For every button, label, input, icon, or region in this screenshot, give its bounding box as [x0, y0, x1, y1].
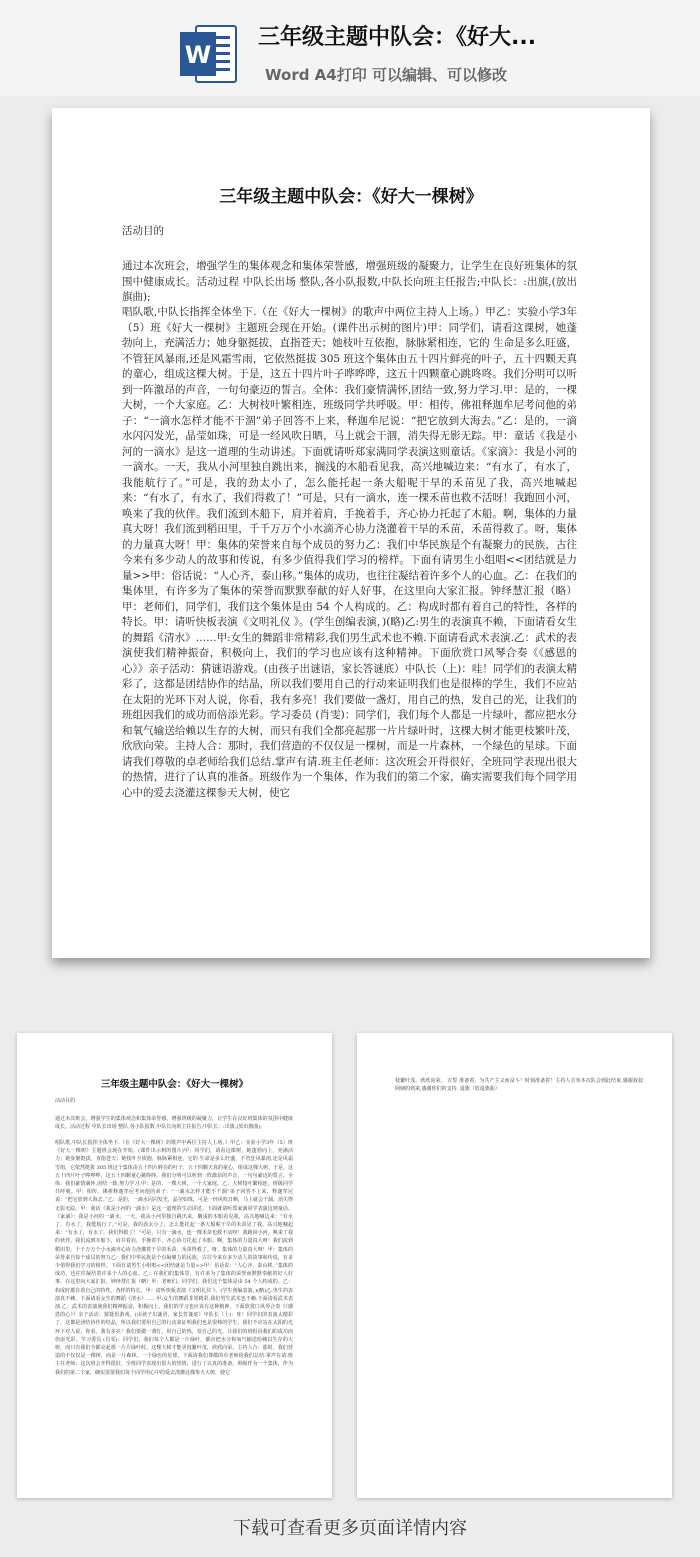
section-heading: 活动目的 [122, 225, 164, 237]
thumbnail-paragraph-process: 唱队歌,中队长指挥全体坐下.（在《好大一棵树》的歌声中两位主持人上场。）甲乙：实验小学3年（5）班《好大一棵树》主题班会现在开始。(课件出示树的图片)甲：同学们，请看这课树，她蓬勃向上，充满活力；她身躯挺拔，直指苍天；她枝叶互依抱，脉脉紧相连，它的 生命是多么旺盛，不管狂风暴雨,还是风霜雪雨，它依然挺拔 305 班这个集体由五十四片鲜亮的叶子，五十四颗天真的童心，组成这棵大树。于是，这五十四片叶子哗哗哗，这五十四颗童心跳咚咚。我们分明可以听到一阵激昂的声音，一句句豪迈的誓言。全体：我们豪情满怀,团结一致,努力学习.甲：是的，一棵大树，一个大家庭。乙：大树枝叶繁相连，班级同学共呼吸。甲：相传，佛祖释迦牟尼考问他的弟子：“一滴水怎样才能不干涸”弟子回答不上来，释迦牟尼说：“把它放到大海去。”乙：是的，一滴水闪闪发光，晶莹如珠，可是一经风吹日晒，马上就会干涸，消失得无影无踪。甲：童话《我是小河的一滴水》是这一道理的生动讲述。下面就请听郑家满同学表演这则童话。《家滴》：我是小河的一滴水。一天，我从小河里独自跳出来，搁浅的木船看见我，高兴地喊边来：“有水了，有水了，我能航行了。”可是，我的劲太小了，怎么能托起一条大船呢干旱的禾苗见了我，高兴地喊起来：“有水了，有水了，我们得救了！”可是，只有一滴水，连一棵禾苗也救不活呀！我跑回小河，唤来了我的伙伴。我们流到木船下，肩并着肩，手挽着手，齐心协力托起了木船。啊，集体的力量真大呀！我们流到稻田里，千千万万个小水滴齐心协力浇灌着干旱的禾苗，禾苗得救了。呀，集体的力量真大呀！甲：集体的荣誉来自每个成员的努力乙：我们中华民族是个有凝聚力的民族，古往今来有多少动人的故事和传说，有多少值得我们学习的榜样。下面有请男生小组唱<<团结就是力量>>甲：俗话说：“人心齐，泰山移。”集体的成功，也往往凝结着许多个人的心血。乙：在我们的集体里，有许多为了集体的荣誉而默默奉献的好人好事，在这里向大家汇报。钟绎慧汇报（略）甲：老师们，同学们，我们这个集体是由 54 个人构成的。乙：构成时都有着自己的特性，各样的特长。甲：请听快板表演《文明礼仪 》。(学生创编表演，)(略)乙:男生的表演真不赖，下面请看女生的舞蹈《清水》……甲:女生的舞蹈非常精彩,我们男生武术也不赖.下面请看武术表演.乙：武术的表演使我们精神振奋，积极向上，我们的学习也应该有这种精神。下面欣赏口风琴合奏《《感恩的心》》亲子活动：猜谜语游戏。(由孩子出谜语，家长答谜底）中队长（上)：哇！同学们的表演太精彩了，这都是团结协作的结晶，所以我们要用自己的行动来证明我们也是很棒的学生，我们不应站在太阳的光环下对人说，你看，我有多亮！我们要做一盏灯，用自己的热，发自己的光，让我们的班组因我们的成功而倍添光彩。学习委员 (肖雯)：同学们，我们每个人都是一片绿叶，都应把水分和氧气输送给赖以生存的大树，而只有我们全都亮起那一片片绿叶时，这棵大树才能更枝繁叶茂，欣欣向荣。主持人合：那时，我们营造的不仅仅是一棵树，而是一片森林，一个绿色的星球。下面请我们尊敬的卓老师给我们总结.掌声有请.班主任老师：这次班会开得很好，全班同学表现出很大的热情，进行了认真的准备。班级作为一个集体，作为我们的第二个家，确实需要我们每个同学用心中的爱去浇灌这棵参天大树，使它 [55, 1140, 293, 1376]
page-thumbnail-2[interactable] [357, 1033, 672, 1498]
thumbnail-paragraph-ending: 枝繁叶茂，欣欣向荣。 宣誓 准备着，为共产主义而奋斗！时刻准备着！主持人宣布本次队会到此结束,感谢叔叔阿姨的到来,感谢你们的支持. 退旗（放退旗曲） [395, 1078, 643, 1093]
word-icon-letter: W [184, 41, 212, 69]
document-subtitle: Word A4打印 可以编辑、可以修改 [265, 66, 507, 84]
paragraph-process: 唱队歌,中队长指挥全体坐下.（在《好大一棵树》的歌声中两位主持人上场。）甲乙：实验小学3年（5）班《好大一棵树》主题班会现在开始。(课件出示树的图片)甲：同学们，请看这课树，她蓬勃向上，充满活力；她身躯挺拔，直指苍天；她枝叶互依抱，脉脉紧相连，它的 生命是多么旺盛，不管狂风暴雨,还是风霜雪雨，它依然挺拔 305 班这个集体由五十四片鲜亮的叶子，五十四颗天真的童心，组成这棵大树。于是，这五十四片叶子哗哗哗，这五十四颗童心跳咚咚。我们分明可以听到一阵激昂的声音，一句句豪迈的誓言。全体：我们豪情满怀,团结一致,努力学习.甲：是的，一棵大树，一个大家庭。乙：大树枝叶繁相连，班级同学共呼吸。甲：相传，佛祖释迦牟尼考问他的弟子：“一滴水怎样才能不干涸”弟子回答不上来，释迦牟尼说：“把它放到大海去。”乙：是的，一滴水闪闪发光，晶莹如珠，可是一经风吹日晒，马上就会干涸，消失得无影无踪。甲：童话《我是小河的一滴水》是这一道理的生动讲述。下面就请听郑家满同学表演这则童话。《家滴》：我是小河的一滴水。一天，我从小河里独自跳出来，搁浅的木船看见我，高兴地喊边来：“有水了，有水了，我能航行了。”可是，我的劲太小了，怎么能托起一条大船呢干旱的禾苗见了我，高兴地喊起来：“有水了，有水了，我们得救了！”可是，只有一滴水，连一棵禾苗也救不活呀！我跑回小河，唤来了我的伙伴。我们流到木船下，肩并着肩，手挽着手，齐心协力托起了木船。啊，集体的力量真大呀！我们流到稻田里，千千万万个小水滴齐心协力浇灌着干旱的禾苗，禾苗得救了。呀，集体的力量真大呀！甲：集体的荣誉来自每个成员的努力乙：我们中华民族是个有凝聚力的民族，古往今来有多少动人的故事和传说，有多少值得我们学习的榜样。下面有请男生小组唱<<团结就是力量>>甲：俗话说：“人心齐，泰山移。”集体的成功，也往往凝结着许多个人的心血。乙：在我们的集体里，有许多为了集体的荣誉而默默奉献的好人好事，在这里向大家汇报。钟绎慧汇报（略）甲：老师们，同学们，我们这个集体是由 54 个人构成的。乙：构成时都有着自己的特性，各样的特长。甲：请听快板表演《文明礼仪 》。(学生创编表演，)(略)乙:男生的表演真不赖，下面请看女生的舞蹈《清水》……甲:女生的舞蹈非常精彩,我们男生武术也不赖.下面请看武术表演.乙：武术的表演使我们精神振奋，积极向上，我们的学习也应该有这种精神。下面欣赏口风琴合奏《《感恩的心》》亲子活动：猜谜语游戏。(由孩子出谜语，家长答谜底）中队长（上)：哇！同学们的表演太精彩了，这都是团结协作的结晶，所以我们要用自己的行动来证明我们也是很棒的学生，我们不应站在太阳的光环下对人说，你看，我有多亮！我们要做一盏灯，用自己的热，发自己的光，让我们的班组因我们的成功而倍添光彩。学习委员 (肖雯)：同学们，我们每个人都是一片绿叶，都应把水分和氧气输送给赖以生存的大树，而只有我们全都亮起那一片片绿叶时，这棵大树才能更枝繁叶茂，欣欣向荣。主持人合：那时，我们营造的不仅仅是一棵树，而是一片森林，一个绿色的星球。下面请我们尊敬的卓老师给我们总结.掌声有请.班主任老师：这次班会开得很好，全班同学表现出很大的热情，进行了认真的准备。班级作为一个集体，作为我们的第二个家，确实需要我们每个同学用心中的爱去浇灌这棵参天大树，使它 [122, 306, 577, 799]
word-document-icon [176, 22, 240, 86]
download-more-link[interactable]: 下载可查看更多页面详情内容 [233, 1518, 467, 1539]
thumbnail-paragraph-purpose: 通过本次班会，增强学生的集体观念和集体荣誉感，增强班级的凝聚力，让学生在良好班集体的氛围中健康成长。活动过程 中队长出场 整队,各小队报数,中队长向班主任报告;中队长：:出旗,(放出旗曲); [55, 1116, 293, 1131]
document-page-preview[interactable] [52, 108, 650, 958]
document-title: 三年级主题中队会：《好大... [258, 25, 537, 50]
page-thumbnail-1[interactable] [17, 1033, 332, 1498]
paragraph-purpose: 通过本次班会，增强学生的集体观念和集体荣誉感，增强班级的凝聚力，让学生在良好班集体的氛围中健康成长。活动过程 中队长出场 整队,各小队报数,中队长向班主任报告;中队长：:出旗,(放出旗曲); [122, 260, 577, 303]
thumbnail-title: 三年级主题中队会：《好大一棵树》 [100, 1079, 249, 1090]
page-title: 三年级主题中队会：《好大一棵树》 [219, 187, 483, 207]
thumbnail-heading: 活动目的 [55, 1098, 76, 1104]
app-header [0, 0, 700, 96]
